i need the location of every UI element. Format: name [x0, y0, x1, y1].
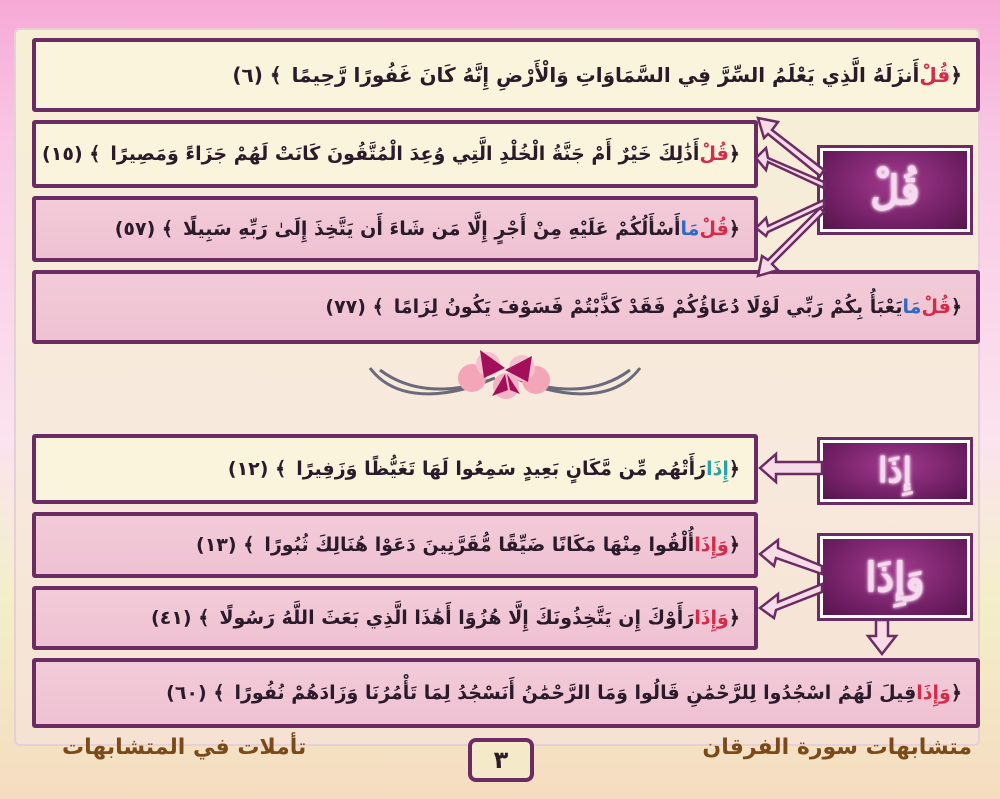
verse-keyword-ma: مَا [680, 218, 700, 240]
footer-series-title: متشابهات سورة الفرقان [702, 735, 972, 760]
open-bracket: ﴿ [728, 534, 740, 556]
arrows-idha [756, 440, 956, 670]
verse-row [32, 512, 758, 578]
badge-label: قُلْ [870, 166, 920, 214]
page-number: ٣ [468, 738, 534, 782]
verse-number: ﴾ (٧٧) [325, 296, 384, 318]
open-bracket: ﴿ [728, 218, 740, 240]
verse-text: أَسْأَلُكُمْ عَلَيْهِ مِنْ أَجْرٍ إِلَّا مَن شَاءَ أَن يَتَّخِذَ إِلَىٰ رَبِّهِ سَبِيلًا [183, 218, 681, 240]
verse-row [32, 120, 758, 188]
open-bracket: ﴿ [728, 143, 740, 165]
verse-text: قِيلَ لَهُمُ اسْجُدُوا لِلرَّحْمَٰنِ قَالُوا وَمَا الرَّحْمَٰنُ أَنَسْجُدُ لِمَا تَأْمُرُنَا وَزَادَهُمْ نُفُورًا [234, 682, 917, 704]
verse-keyword: وَإِذَا [694, 534, 729, 556]
footer-book-title: تأملات في المتشابهات [62, 735, 307, 760]
verse-text: رَأَتْهُم مِّن مَّكَانٍ بَعِيدٍ سَمِعُوا لَهَا تَغَيُّظًا وَزَفِيرًا [296, 458, 707, 480]
verse-number: ﴾ (٦٠) [166, 682, 225, 704]
verse-keyword: إِذَا [706, 458, 729, 480]
verse-keyword: وَإِذَا [694, 607, 729, 629]
verse-row [32, 270, 980, 344]
verse-keyword: قُلْ [699, 218, 729, 240]
verse-keyword: قُلْ [919, 63, 951, 87]
badge-qul [820, 148, 970, 232]
verse-text: أَنزَلَهُ الَّذِي يَعْلَمُ السِّرَّ فِي السَّمَاوَاتِ وَالْأَرْضِ إِنَّهُ كَانَ غَفُورًا رَّحِيمًا [291, 63, 920, 87]
verse-number: ﴾ (٥٧) [114, 218, 174, 240]
open-bracket: ﴿ [950, 63, 962, 87]
badge-label: إِذَا [877, 451, 913, 491]
open-bracket: ﴿ [950, 296, 962, 318]
verse-text: رَأَوْكَ إِن يَتَّخِذُونَكَ إِلَّا هُزُوًا أَهَٰذَا الَّذِي بَعَثَ اللَّهُ رَسُولًا [219, 607, 695, 629]
open-bracket: ﴿ [950, 682, 962, 704]
verse-row [32, 586, 758, 650]
verse-row [32, 196, 758, 262]
verse-number: ﴾ (١٢) [227, 458, 287, 480]
verse-number: ﴾ (٤١) [151, 607, 210, 629]
verse-row [32, 434, 758, 504]
verse-text: يَعْبَأُ بِكُمْ رَبِّي لَوْلَا دُعَاؤُكُمْ فَقَدْ كَذَّبْتُمْ فَسَوْفَ يَكُونُ لِزَامًا [393, 296, 903, 318]
flower-ornament-icon [360, 338, 650, 418]
badge-label: وَإِذَا [865, 553, 925, 601]
open-bracket: ﴿ [728, 458, 740, 480]
verse-number: ﴾ (٦) [232, 63, 282, 87]
arrows-qul [754, 100, 834, 300]
verse-keyword: قُلْ [699, 143, 729, 165]
verse-number: ﴾ (١٣) [196, 534, 255, 556]
verse-text: أُلْقُوا مِنْهَا مَكَانًا ضَيِّقًا مُّقَرَّنِينَ دَعَوْا هُنَالِكَ ثُبُورًا [264, 534, 695, 556]
verse-keyword-ma: مَا [902, 296, 922, 318]
open-bracket: ﴿ [728, 607, 740, 629]
verse-keyword: قُلْ [921, 296, 951, 318]
verse-keyword: وَإِذَا [916, 682, 951, 704]
verse-row [32, 38, 980, 112]
verse-number: ﴾ (١٥) [42, 143, 101, 165]
verse-text: أَذَٰلِكَ خَيْرٌ أَمْ جَنَّةُ الْخُلْدِ الَّتِي وُعِدَ الْمُتَّقُونَ كَانَتْ لَهُمْ جَزَاءً وَمَصِيرًا [110, 143, 700, 165]
